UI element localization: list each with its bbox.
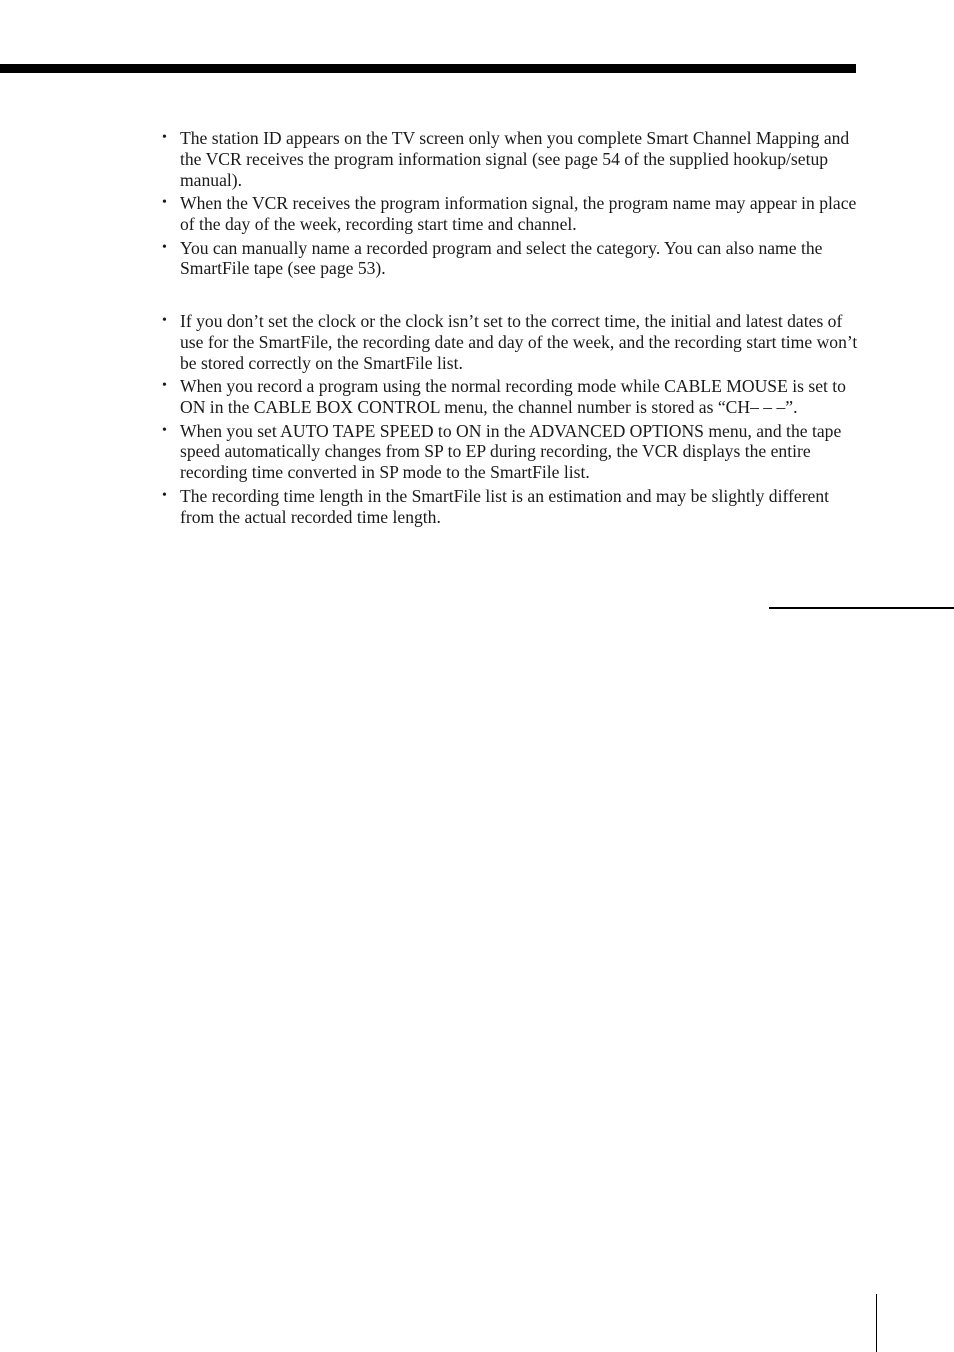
bullet-icon: • bbox=[162, 378, 167, 394]
note-text: When you record a program using the normal recording mode while CABLE MOUSE is set to ON in the CABLE BOX CONTROL menu, the channel number is stored as “CH– – –”. bbox=[180, 376, 846, 417]
note-item bbox=[162, 421, 862, 483]
note-text: You can manually name a recorded program and select the category. You can also name the SmartFile tape (see page 53). bbox=[180, 237, 823, 279]
note-item bbox=[162, 376, 862, 418]
note-text: When the VCR receives the program information signal, the program name may appear in place of the day of the week, recording start time and channel. bbox=[180, 193, 857, 234]
note-text: The station ID appears on the TV screen only when you complete Smart Channel Mapping and the VCR receives the program information signal (see page 54 of the supplied hookup/setup manual). bbox=[180, 128, 850, 190]
note-text: When you set AUTO TAPE SPEED to ON in the ADVANCED OPTIONS menu, and the tape speed automatically changes from SP to EP during recording, the VCR displays the entire recording time converted in SP mode to the SmartFile list. bbox=[180, 420, 842, 483]
note-text: If you don’t set the clock or the clock isn’t set to the correct time, the initial and latest dates of use for the SmartFile, the recording date and day of the week, and the recording start time won’t be stored correctly on the SmartFile list. bbox=[180, 311, 858, 373]
note-item bbox=[162, 486, 862, 528]
bullet-icon: • bbox=[162, 195, 167, 211]
notes-list-station-id bbox=[162, 128, 862, 282]
note-item bbox=[162, 128, 862, 190]
bullet-icon: • bbox=[162, 239, 167, 255]
note-text: The recording time length in the SmartFile list is an estimation and may be slightly different from the actual recorded time length. bbox=[180, 485, 830, 527]
top-rule bbox=[0, 64, 856, 73]
note-item bbox=[162, 311, 862, 373]
section-divider-rule bbox=[769, 607, 954, 609]
bullet-icon: • bbox=[162, 422, 167, 438]
page-edge-rule bbox=[876, 1294, 877, 1352]
bullet-icon: • bbox=[162, 313, 167, 328]
bullet-icon: • bbox=[162, 130, 167, 145]
note-item bbox=[162, 193, 862, 235]
notes-list-recording bbox=[162, 311, 862, 530]
note-item bbox=[162, 238, 862, 280]
bullet-icon: • bbox=[162, 487, 167, 503]
